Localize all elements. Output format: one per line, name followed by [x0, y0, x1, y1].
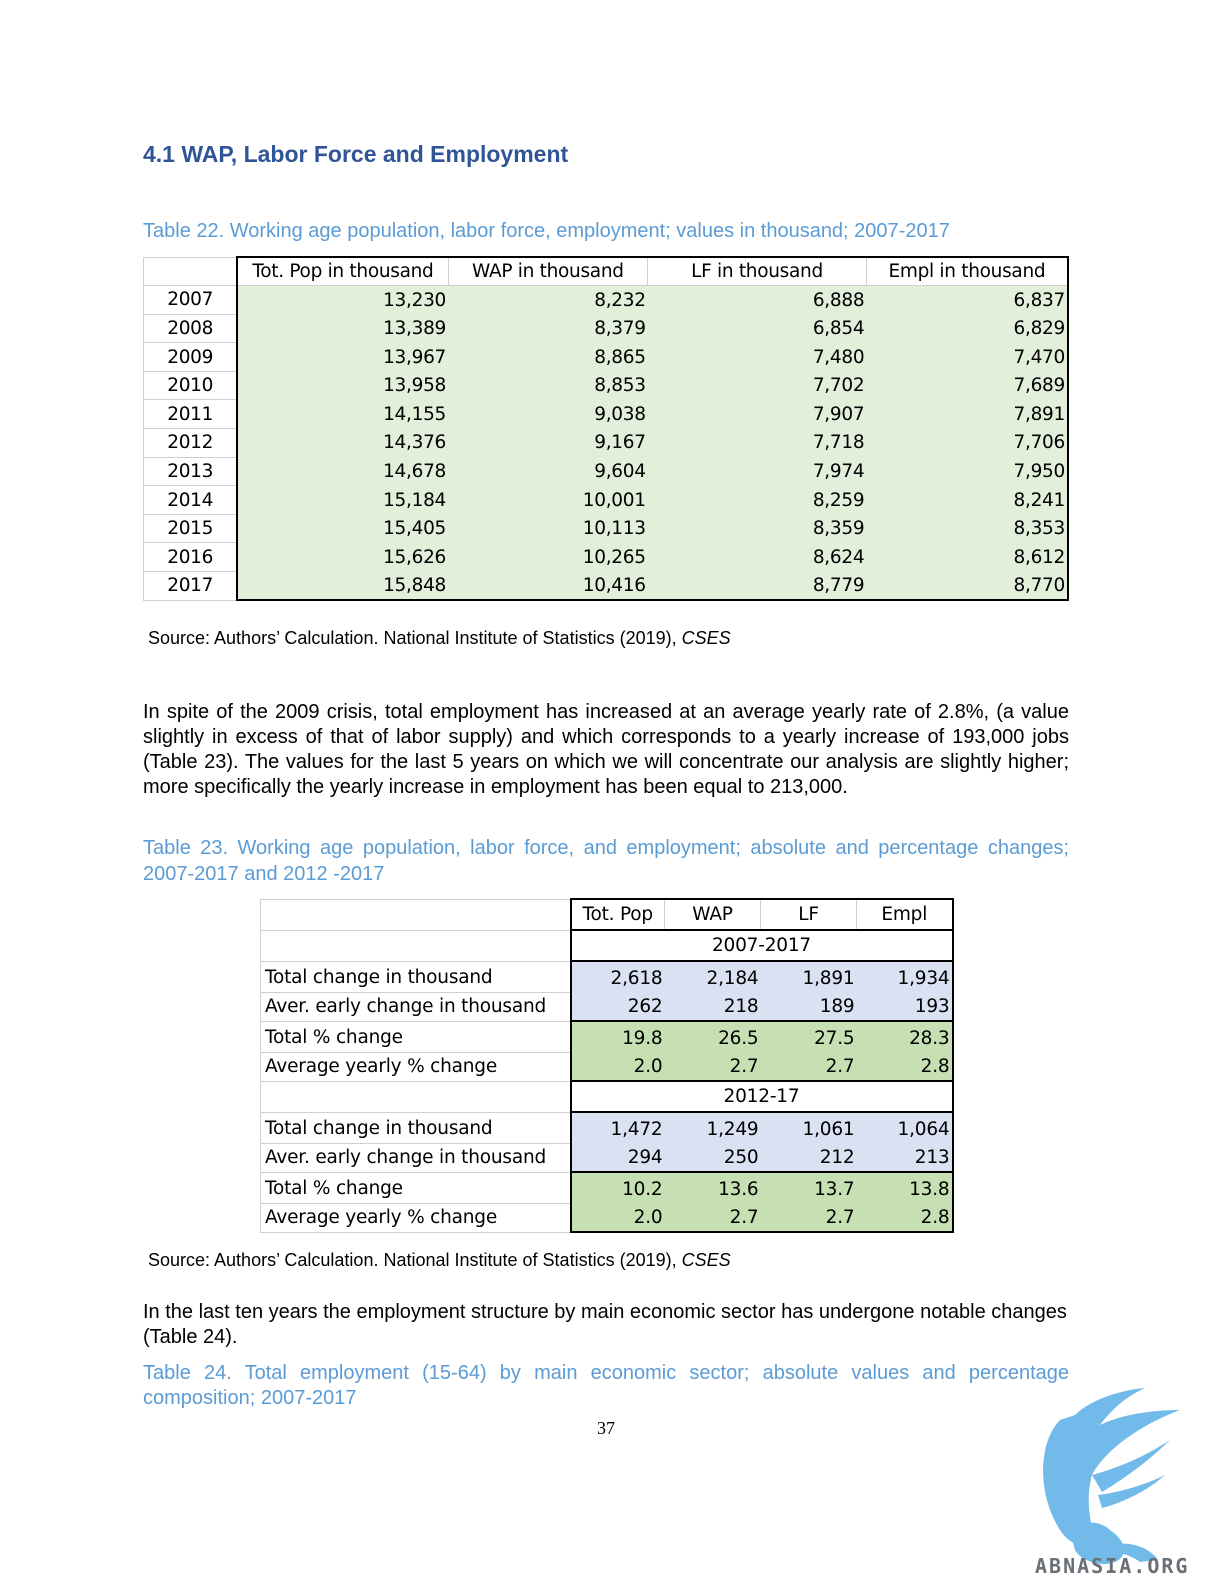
table22-caption: Table 22. Working age population, labor force, employment; values in thousand; 2007-2017: [143, 220, 950, 242]
value-cell: 13.6: [665, 1172, 761, 1203]
value-cell: 14,376: [237, 429, 448, 458]
year-cell: 2016: [144, 543, 238, 572]
year-cell: 2014: [144, 486, 238, 515]
value-cell: 7,470: [866, 343, 1068, 372]
value-cell: 7,891: [866, 400, 1068, 429]
table22-source: [148, 628, 731, 649]
section-title: 4.1 WAP, Labor Force and Employment: [143, 141, 569, 167]
table23-period-row: [261, 1081, 953, 1112]
table22-header-wap: WAP in thousand: [448, 257, 648, 286]
table-row: [144, 371, 1069, 400]
table24-caption: Table 24. Total employment (15-64) by main economic sector; absolute values and percentage composition; 2007-2017: [143, 1362, 1069, 1409]
value-cell: 2,618: [571, 961, 665, 992]
value-cell: 13.7: [761, 1172, 857, 1203]
value-cell: 7,689: [866, 371, 1068, 400]
table22-body: [144, 286, 1069, 601]
value-cell: 2.7: [761, 1052, 857, 1081]
value-cell: 2.8: [857, 1052, 953, 1081]
value-cell: 13,230: [237, 286, 448, 315]
value-cell: 1,934: [857, 961, 953, 992]
value-cell: 13,967: [237, 343, 448, 372]
row-label: Total change in thousand: [261, 1112, 571, 1143]
table22-corner: [144, 257, 238, 286]
value-cell: 8,359: [648, 514, 867, 543]
table-row: [261, 1052, 953, 1081]
value-cell: 14,155: [237, 400, 448, 429]
table23-header-cell: Tot. Pop: [571, 899, 665, 930]
year-cell: 2008: [144, 314, 238, 343]
value-cell: 10,001: [448, 486, 648, 515]
value-cell: 8,612: [866, 543, 1068, 572]
table-row: [144, 514, 1069, 543]
value-cell: 1,249: [665, 1112, 761, 1143]
value-cell: 193: [857, 992, 953, 1021]
table23-period-blank: [261, 930, 571, 961]
table-row: [261, 961, 953, 992]
value-cell: 6,829: [866, 314, 1068, 343]
value-cell: 7,480: [648, 343, 867, 372]
table22-header-totpop: Tot. Pop in thousand: [237, 257, 448, 286]
table23-period-label: 2012-17: [571, 1081, 953, 1112]
paragraph-2: In the last ten years the employment structure by main economic sector has undergone notable changes (Table 24).: [143, 1301, 1067, 1348]
value-cell: 212: [761, 1143, 857, 1172]
value-cell: 8,379: [448, 314, 648, 343]
table23-period-label: 2007-2017: [571, 930, 953, 961]
value-cell: 2,184: [665, 961, 761, 992]
value-cell: 8,241: [866, 486, 1068, 515]
value-cell: 294: [571, 1143, 665, 1172]
value-cell: 15,405: [237, 514, 448, 543]
year-cell: 2015: [144, 514, 238, 543]
year-cell: 2012: [144, 429, 238, 458]
value-cell: 8,853: [448, 371, 648, 400]
year-cell: 2011: [144, 400, 238, 429]
value-cell: 2.0: [571, 1203, 665, 1232]
value-cell: 7,907: [648, 400, 867, 429]
value-cell: 13.8: [857, 1172, 953, 1203]
value-cell: 15,184: [237, 486, 448, 515]
year-cell: 2007: [144, 286, 238, 315]
value-cell: 26.5: [665, 1021, 761, 1052]
paragraph-1: In spite of the 2009 crisis, total employment has increased at an average yearly rate of 2.8%, (a value slightly in excess of that of labor supply) and which corresponds to a yearly increase of 193,000 jobs (Table 23). The values for the last 5 years on which we will concentrate our analysis are slightly higher; more specifically the yearly increase in employment has been equal to 213,000.: [143, 701, 1069, 798]
value-cell: 9,167: [448, 429, 648, 458]
year-cell: 2009: [144, 343, 238, 372]
value-cell: 27.5: [761, 1021, 857, 1052]
value-cell: 7,950: [866, 457, 1068, 486]
value-cell: 14,678: [237, 457, 448, 486]
value-cell: 6,854: [648, 314, 867, 343]
table22-source-text: Source: Authors’ Calculation. National Institute of Statistics (2019),: [148, 628, 682, 648]
table-22: [143, 256, 1069, 601]
value-cell: 8,770: [866, 572, 1068, 601]
value-cell: 15,626: [237, 543, 448, 572]
table-row: [144, 429, 1069, 458]
value-cell: 1,064: [857, 1112, 953, 1143]
table23-header-row: [261, 899, 953, 930]
value-cell: 213: [857, 1143, 953, 1172]
value-cell: 8,353: [866, 514, 1068, 543]
value-cell: 2.7: [761, 1203, 857, 1232]
value-cell: 2.0: [571, 1052, 665, 1081]
table-row: [261, 1021, 953, 1052]
table23-source-italic: CSES: [681, 1250, 731, 1270]
value-cell: 7,718: [648, 429, 867, 458]
value-cell: 218: [665, 992, 761, 1021]
year-cell: 2010: [144, 371, 238, 400]
table23-body: [261, 899, 953, 1232]
value-cell: 8,259: [648, 486, 867, 515]
row-label: Total % change: [261, 1021, 571, 1052]
table23-source-text: Source: Authors’ Calculation. National Institute of Statistics (2019),: [148, 1250, 682, 1270]
row-label: Average yearly % change: [261, 1203, 571, 1232]
value-cell: 189: [761, 992, 857, 1021]
value-cell: 13,958: [237, 371, 448, 400]
value-cell: 7,974: [648, 457, 867, 486]
value-cell: 7,706: [866, 429, 1068, 458]
table23-header-cell: WAP: [665, 899, 761, 930]
value-cell: 8,865: [448, 343, 648, 372]
table22-header-row: [144, 257, 1069, 286]
table22-source-italic: CSES: [681, 628, 731, 648]
value-cell: 6,888: [648, 286, 867, 315]
row-label: Aver. early change in thousand: [261, 992, 571, 1021]
table-row: [144, 543, 1069, 572]
value-cell: 262: [571, 992, 665, 1021]
table-row: [261, 1203, 953, 1232]
value-cell: 13,389: [237, 314, 448, 343]
value-cell: 9,038: [448, 400, 648, 429]
value-cell: 15,848: [237, 572, 448, 601]
table-row: [144, 400, 1069, 429]
value-cell: 10.2: [571, 1172, 665, 1203]
value-cell: 2.7: [665, 1203, 761, 1232]
table23-header-cell: Empl: [857, 899, 953, 930]
table23-corner: [261, 899, 571, 930]
table23-header-cell: LF: [761, 899, 857, 930]
value-cell: 9,604: [448, 457, 648, 486]
watermark-text: ABNASIA.ORG: [1035, 1554, 1190, 1578]
table22-header-empl: Empl in thousand: [866, 257, 1068, 286]
value-cell: 6,837: [866, 286, 1068, 315]
value-cell: 1,061: [761, 1112, 857, 1143]
page-number: 37: [597, 1418, 615, 1438]
row-label: Total change in thousand: [261, 961, 571, 992]
value-cell: 250: [665, 1143, 761, 1172]
value-cell: 7,702: [648, 371, 867, 400]
value-cell: 10,416: [448, 572, 648, 601]
table23-period-blank: [261, 1081, 571, 1112]
year-cell: 2013: [144, 457, 238, 486]
value-cell: 2.7: [665, 1052, 761, 1081]
value-cell: 1,891: [761, 961, 857, 992]
table-row: [144, 457, 1069, 486]
table-row: [261, 1112, 953, 1143]
value-cell: 2.8: [857, 1203, 953, 1232]
value-cell: 8,232: [448, 286, 648, 315]
table-row: [144, 486, 1069, 515]
table-row: [261, 1143, 953, 1172]
table-row: [144, 314, 1069, 343]
table23-source: [148, 1250, 731, 1271]
table-23: [260, 898, 954, 1233]
row-label: Aver. early change in thousand: [261, 1143, 571, 1172]
row-label: Total % change: [261, 1172, 571, 1203]
table-row: [261, 992, 953, 1021]
table-row: [144, 343, 1069, 372]
value-cell: 28.3: [857, 1021, 953, 1052]
row-label: Average yearly % change: [261, 1052, 571, 1081]
value-cell: 19.8: [571, 1021, 665, 1052]
value-cell: 8,779: [648, 572, 867, 601]
watermark-logo-icon: [1030, 1380, 1210, 1580]
table23-period-row: [261, 930, 953, 961]
value-cell: 10,265: [448, 543, 648, 572]
table-row: [261, 1172, 953, 1203]
table23-caption: Table 23. Working age population, labor force, and employment; absolute and percentage changes; 2007-2017 and 2012 -2017: [143, 837, 1069, 885]
table-row: [144, 286, 1069, 315]
table22-header-lf: LF in thousand: [648, 257, 867, 286]
year-cell: 2017: [144, 572, 238, 601]
table-row: [144, 572, 1069, 601]
value-cell: 8,624: [648, 543, 867, 572]
value-cell: 1,472: [571, 1112, 665, 1143]
value-cell: 10,113: [448, 514, 648, 543]
